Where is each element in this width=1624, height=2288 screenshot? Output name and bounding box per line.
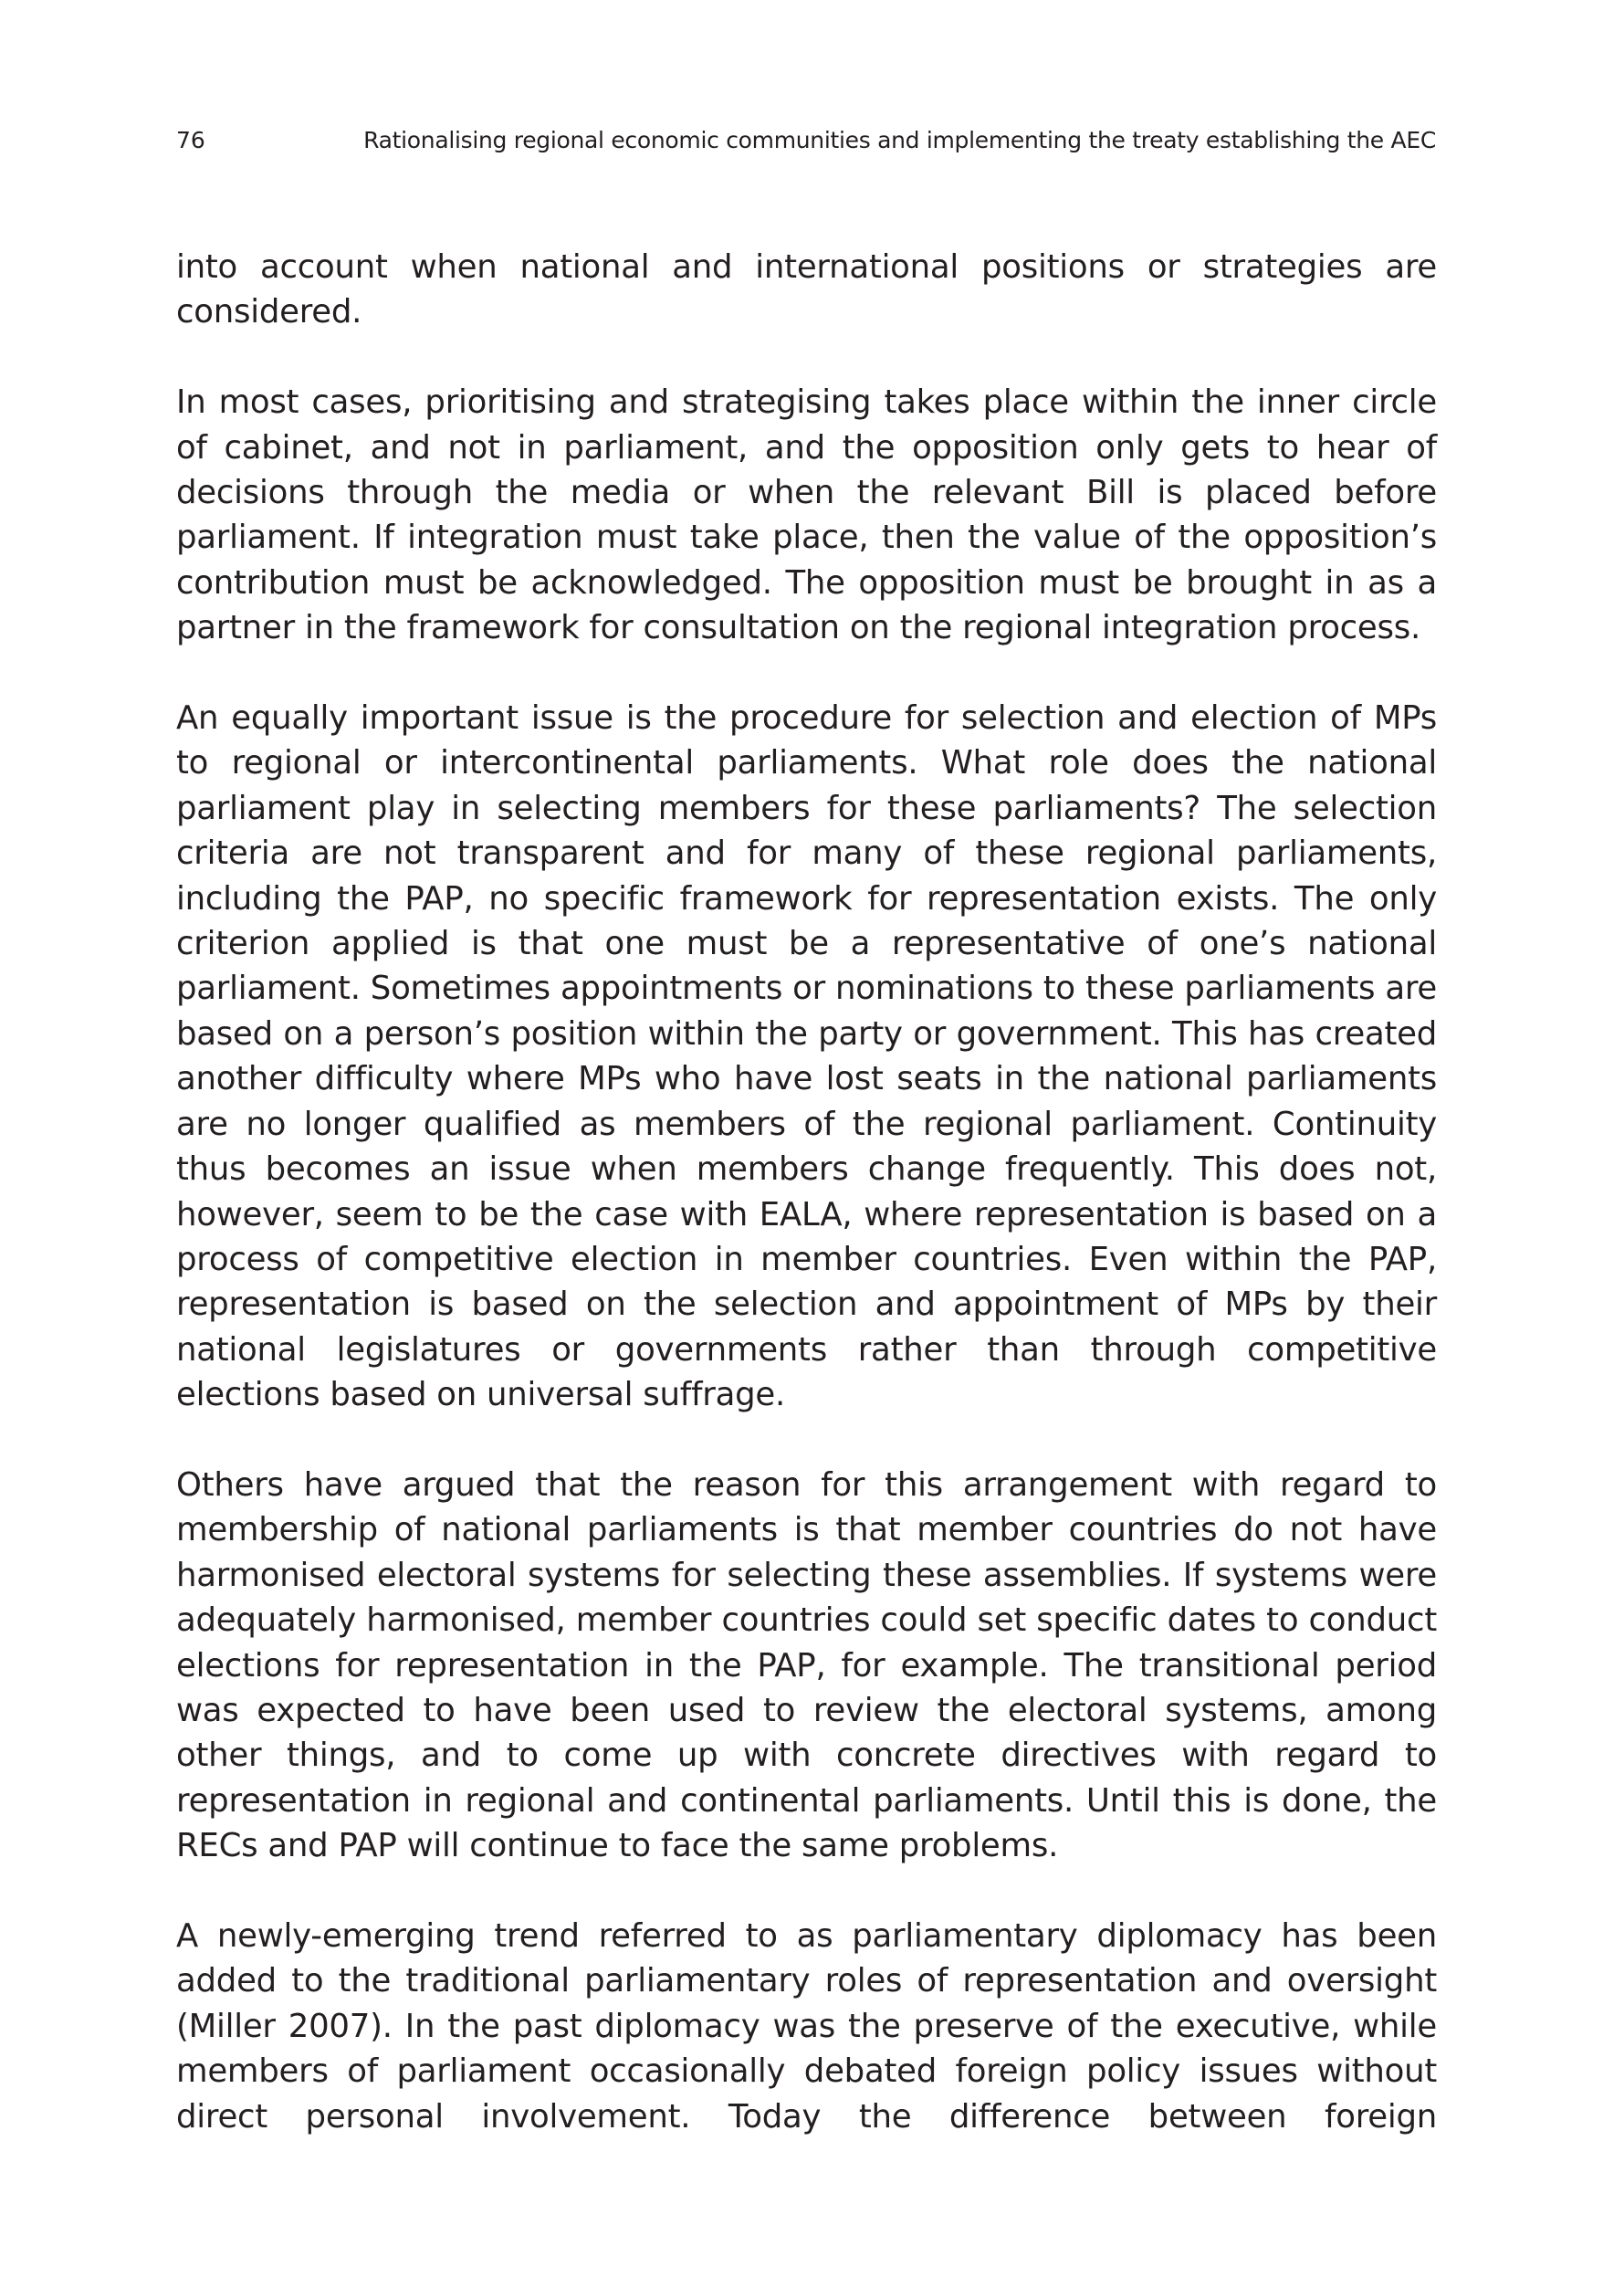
paragraph-prioritising: In most cases, prioritising and strategising takes place within the inner circle of cabinet, and not in parliament, and the opposition only gets to hear of decisions through the media or when the relevant Bill is placed before parliament. If integration must take place, then the value of the opposition’s contribution must be acknowledged. The opposition must be brought in as a partner in the framework for consultation on the regional integration process. [176, 383, 1437, 647]
paragraph-selection-election: An equally important issue is the procedure for selection and election of MPs to regional or intercontinental parliaments. What role does the national parliament play in selecting members for these parliaments? The selection criteria are not transparent and for many of these regional parliaments, including the PAP, no specific framework for representation exists. The only criterion applied is that one must be a representative of one’s national parliament. Sometimes appointments or nominations to these parliaments are based on a person’s position within the party or government. This has created another difficulty where MPs who have lost seats in the national parliaments are no longer qualified as members of the regional parliament. Continuity thus becomes an issue when members change frequently. This does not, however, seem to be the case with EALA, where representation is based on a process of competitive election in member countries. Even within the PAP, representation is based on the selection and appointment of MPs by their national legislatures or governments rather than through competitive elections based on universal suffrage. [176, 699, 1437, 1414]
paragraph-electoral-systems: Others have argued that the reason for this arrangement with regard to membership of national parliaments is that member countries do not have harmonised electoral systems for selecting these assemblies. If systems were adequately harmonised, member countries could set specific dates to conduct elections for representation in the PAP, for example. The transitional period was expected to have been used to review the electoral systems, among other things, and to come up with concrete directives with regard to representation in regional and continental parliaments. Until this is done, the RECs and PAP will continue to face the same problems. [176, 1465, 1437, 1865]
page-number: 76 [176, 127, 205, 153]
paragraph-continuation: into account when national and international positions or strategies are considered. [176, 248, 1437, 331]
running-title: Rationalising regional economic communities and implementing the treaty establishing the AEC [363, 127, 1436, 153]
body-text [176, 245, 1437, 2139]
running-head [176, 122, 1436, 159]
paragraph-parliamentary-diplomacy: A newly-emerging trend referred to as parliamentary diplomacy has been added to the traditional parliamentary roles of representation and oversight (Miller 2007). In the past diplomacy was the preserve of the executive, while members of parliament occasionally debated foreign policy issues without direct personal involvement. Today the difference between foreign [176, 1916, 1437, 2136]
